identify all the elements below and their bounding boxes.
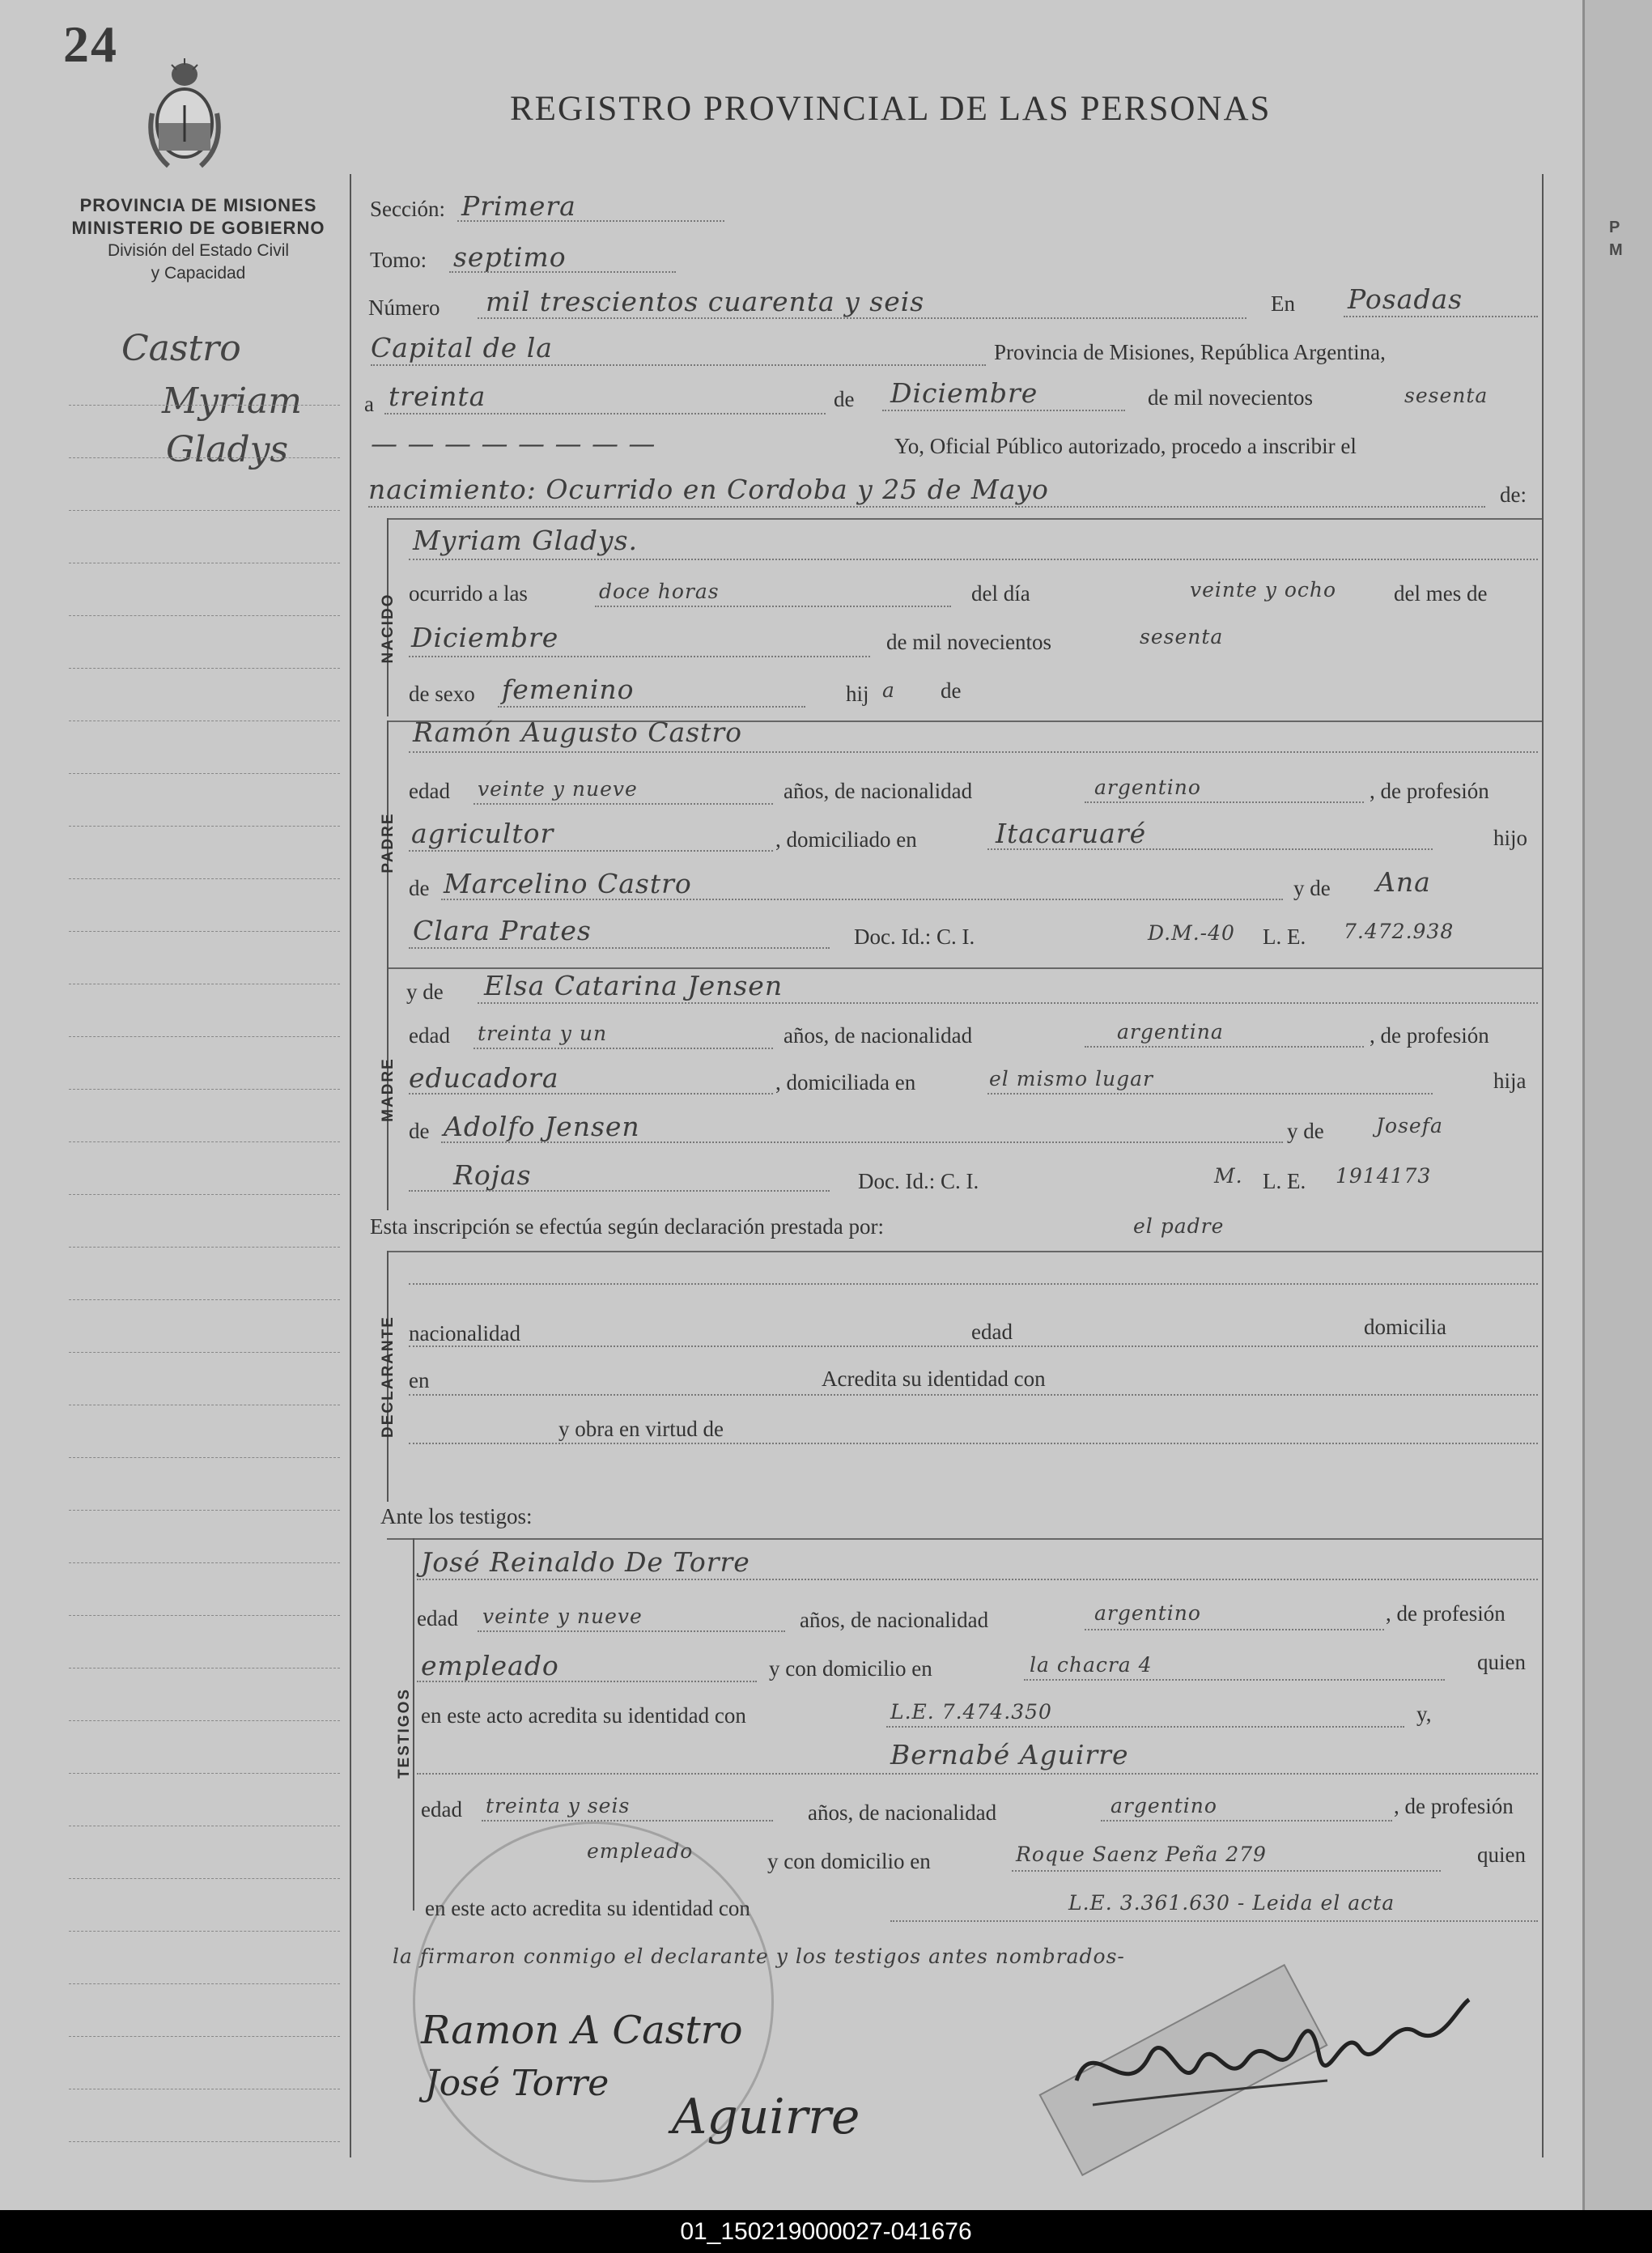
nacido-name-value: Myriam Gladys.: [413, 525, 638, 556]
dia-value: veinte y ocho: [1190, 578, 1337, 602]
a-label: a: [364, 392, 374, 416]
institution-line: y Capacidad: [151, 264, 246, 283]
anio-value: sesenta: [1140, 625, 1224, 648]
madre-doc-label: Doc. Id.: C. I.: [858, 1169, 979, 1193]
testigo2-acredita-label: en este acto acredita su identidad con: [425, 1896, 750, 1920]
mes-value: Diciembre: [411, 622, 559, 653]
institution-line: MINISTERIO DE GOBIERNO: [71, 218, 325, 238]
scan-id-footer: 01_150219000027-041676: [0, 2210, 1652, 2253]
provincia-text: Provincia de Misiones, República Argentina,: [994, 340, 1386, 364]
adjacent-page-text: M: [1609, 241, 1623, 259]
madre-nac-value: argentina: [1117, 1020, 1224, 1044]
testigo1-prof-label: , de profesión: [1386, 1601, 1505, 1626]
adjacent-page: [1582, 0, 1652, 2210]
testigo2-dom-value: Roque Saenz Peña 279: [1016, 1843, 1267, 1866]
testigo1-acredita-label: en este acto acredita su identidad con: [421, 1703, 746, 1728]
ocurrido-label: ocurrido a las: [409, 581, 528, 606]
en-label: En: [1271, 291, 1295, 316]
institution-block: [49, 194, 348, 285]
declarante-edad-label: edad: [971, 1320, 1013, 1344]
declarante-nacionalidad-label: nacionalidad: [409, 1321, 520, 1345]
padre-name-value: Ramón Augusto Castro: [413, 716, 742, 748]
padre-hijo-label: hijo: [1493, 826, 1528, 850]
form-left-border: [350, 174, 351, 2157]
testigo2-nac-value: argentino: [1111, 1794, 1217, 1817]
de-label: de: [834, 387, 855, 411]
de-mil-label-2: de mil novecientos: [886, 630, 1051, 654]
testigo2-edad-label: edad: [421, 1797, 462, 1822]
madre-madre-value: Josefa: [1376, 1114, 1443, 1137]
testigo2-quien-label: quien: [1477, 1843, 1526, 1867]
declarante-acredita-label: Acredita su identidad con: [822, 1367, 1046, 1391]
signature-witness-1: José Torre: [425, 2063, 609, 2104]
testigo1-dom-label: y con domicilio en: [769, 1656, 932, 1681]
nacido-de-label: de: [941, 678, 962, 703]
margin-surname: Castro: [121, 328, 241, 369]
testigo1-quien-label: quien: [1477, 1650, 1526, 1674]
testigo1-dom-value: la chacra 4: [1030, 1653, 1153, 1677]
section-divider: [387, 518, 1542, 520]
section-divider: [387, 967, 1542, 969]
de-mil-label: de mil novecientos: [1148, 385, 1313, 410]
padre-de-label: de: [409, 876, 430, 900]
coat-of-arms-icon: [144, 57, 225, 174]
testigo2-prof-label: , de profesión: [1394, 1794, 1514, 1818]
del-mes-label: del mes de: [1394, 581, 1488, 606]
signature-witness-2: Aguirre: [672, 2089, 860, 2145]
testigo1-edad-value: veinte y nueve: [482, 1605, 643, 1628]
tomo-label: Tomo:: [370, 248, 427, 272]
testigo1-anos-label: años, de nacionalidad: [800, 1608, 989, 1632]
madre-edad-label: edad: [409, 1023, 450, 1048]
testigo2-doc-value: L.E. 3.361.630 - Leida el acta: [1068, 1891, 1395, 1915]
madre-y-de-label-2: y de: [1287, 1119, 1324, 1143]
padre-domicilio-value: Itacaruaré: [996, 818, 1147, 849]
madre-y-de-label: y de: [406, 980, 444, 1004]
testigos-section-label: TESTIGOS: [396, 1687, 413, 1779]
hij-suffix: a: [882, 678, 895, 702]
madre-section-label: MADRE: [380, 1057, 397, 1122]
testigo1-name-value: José Reinaldo De Torre: [421, 1546, 750, 1578]
padre-doc-label: Doc. Id.: C. I.: [854, 925, 975, 949]
padre-padre-value: Marcelino Castro: [444, 868, 692, 899]
padre-y-de-label: y de: [1293, 876, 1331, 900]
document-title: REGISTRO PROVINCIAL DE LAS PERSONAS: [510, 90, 1272, 128]
madre-profesion-label: , de profesión: [1370, 1023, 1489, 1048]
declarante-obra-label: y obra en virtud de: [558, 1417, 724, 1441]
sexo-label: de sexo: [409, 682, 475, 706]
hij-label: hij: [846, 682, 869, 706]
signature-official-icon: [1060, 1983, 1481, 2137]
madre-madre-cont: Rojas: [453, 1159, 532, 1191]
padre-domicilio-label: , domiciliado en: [775, 827, 917, 852]
day-value: treinta: [389, 380, 486, 412]
nacimiento-value: nacimiento: Ocurrido en Cordoba y 25 de Mayo: [368, 474, 1049, 505]
signature-father: Ramon A Castro: [421, 2008, 743, 2053]
testigo1-doc-value: L.E. 7.474.350: [890, 1700, 1052, 1724]
madre-name-value: Elsa Catarina Jensen: [484, 970, 784, 1001]
testigo2-dom-label: y con domicilio en: [767, 1849, 931, 1873]
section-divider: [387, 1251, 1542, 1252]
padre-edad-label: edad: [409, 779, 450, 803]
en-value: Posadas: [1348, 283, 1463, 315]
testigo1-edad-label: edad: [417, 1606, 458, 1630]
testigos-ante-label: Ante los testigos:: [380, 1504, 533, 1528]
testigo1-nac-value: argentino: [1094, 1601, 1201, 1625]
hora-value: doce horas: [599, 580, 720, 603]
tomo-value: septimo: [453, 241, 567, 273]
de-end-label: de:: [1500, 482, 1527, 507]
numero-value: mil trescientos cuarenta y seis: [486, 286, 925, 317]
declarante-section-label: DECLARANTE: [380, 1316, 397, 1438]
del-dia-label: del día: [971, 581, 1030, 606]
madre-padre-value: Ana: [1376, 866, 1431, 898]
testigo1-y-label: y,: [1416, 1702, 1432, 1726]
madre-padre-cont: Clara Prates: [413, 915, 592, 946]
institution-line: PROVINCIA DE MISIONES: [79, 195, 317, 215]
padre-le-value: 7.472.938: [1344, 920, 1455, 943]
padre-section-label: PADRE: [380, 812, 397, 874]
padre-madre-value: Adolfo Jensen: [444, 1111, 640, 1142]
madre-hija-label: hija: [1493, 1069, 1527, 1093]
sexo-value: femenino: [502, 674, 635, 705]
month-value: Diciembre: [890, 377, 1038, 409]
cierre-value: la firmaron conmigo el declarante y los testigos antes nombrados-: [393, 1945, 1125, 1968]
madre-le-value: 1914173: [1336, 1164, 1432, 1188]
madre-de-label: de: [409, 1119, 430, 1143]
madre-domicilio-label: , domiciliada en: [775, 1070, 916, 1095]
declarante-domicilia-label: domicilia: [1364, 1315, 1446, 1339]
madre-doc-ci-value: M.: [1214, 1164, 1243, 1188]
madre-domicilio-value: el mismo lugar: [989, 1067, 1153, 1090]
padre-doc-ci-value: D.M.-40: [1148, 921, 1235, 945]
form-right-border: [1542, 174, 1544, 2157]
testigo2-prof-value: empleado: [587, 1839, 694, 1863]
madre-profesion-value: educadora: [409, 1062, 559, 1094]
declaracion-text: Esta inscripción se efectúa según declaración prestada por:: [370, 1214, 884, 1239]
padre-le-label: L. E.: [1263, 925, 1306, 949]
madre-le-label: L. E.: [1263, 1169, 1306, 1193]
testigo1-prof-value: empleado: [421, 1650, 559, 1681]
year-value: sesenta: [1404, 384, 1488, 407]
nacido-section-label: NACIDO: [380, 593, 397, 664]
seccion-value: Primera: [461, 190, 576, 222]
testigo2-anos-label: años, de nacionalidad: [808, 1800, 997, 1825]
padre-profesion-value: agricultor: [411, 818, 554, 849]
testigo2-name-value: Bernabé Aguirre: [890, 1739, 1129, 1771]
margin-given-name: Myriam: [162, 380, 302, 422]
madre-edad-value: treinta y un: [478, 1022, 608, 1045]
padre-anos-label: años, de nacionalidad: [784, 779, 973, 803]
padre-nac-value: argentino: [1094, 776, 1201, 799]
section-divider: [387, 1538, 1542, 1540]
page-number: 24: [63, 15, 118, 73]
padre-edad-value: veinte y nueve: [478, 777, 638, 801]
numero-label: Número: [368, 295, 440, 320]
oficial-text: Yo, Oficial Público autorizado, procedo a inscribir el: [894, 434, 1357, 458]
capital-value: Capital de la: [371, 332, 553, 363]
institution-line: División del Estado Civil: [107, 241, 290, 260]
madre-anos-label: años, de nacionalidad: [784, 1023, 973, 1048]
seccion-label: Sección:: [370, 197, 445, 221]
padre-profesion-label: , de profesión: [1370, 779, 1489, 803]
year-continuation: — — — — — — — —: [371, 427, 656, 459]
testigo2-edad-value: treinta y seis: [486, 1794, 631, 1817]
declarante-en-label: en: [409, 1368, 430, 1392]
margin-given-name: Gladys: [166, 429, 289, 470]
declaracion-value: el padre: [1133, 1214, 1225, 1238]
adjacent-page-text: P: [1609, 219, 1620, 236]
